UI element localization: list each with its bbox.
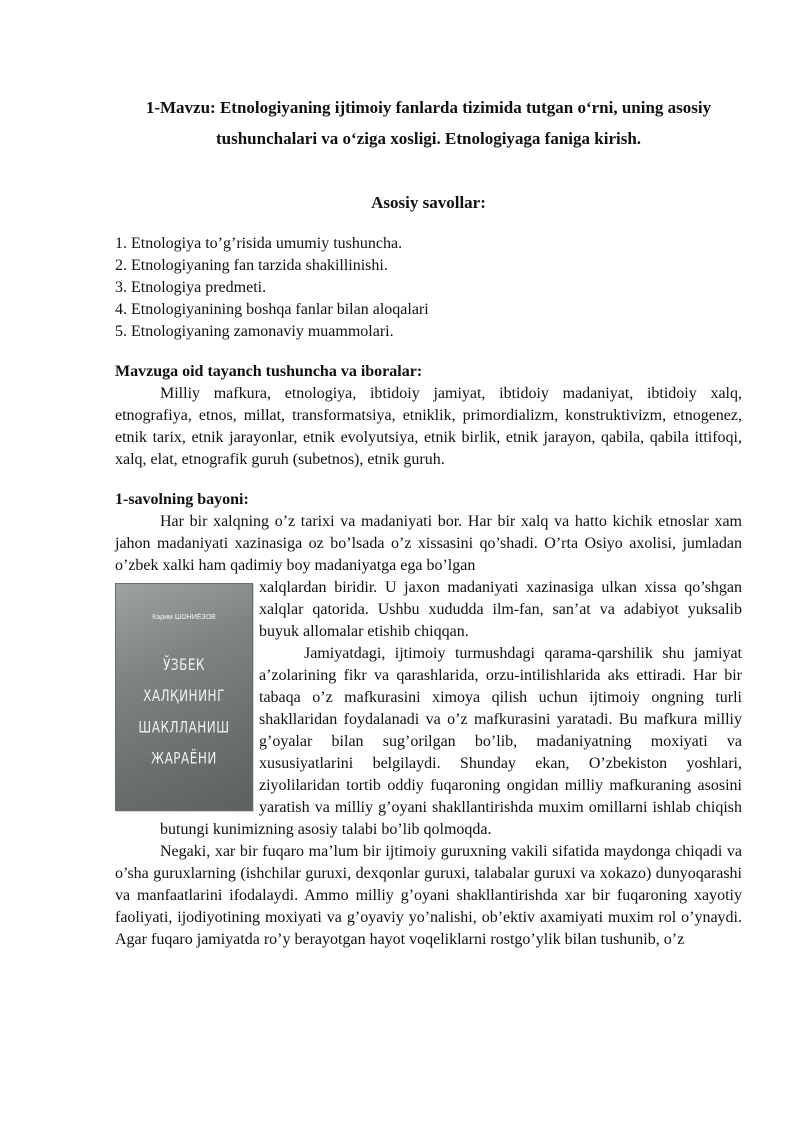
list-item: 1. Etnologiya to’g’risida umumiy tushuncha. <box>115 235 403 252</box>
keywords-heading: Mavzuga oid tayanch tushuncha va iboralar: <box>115 363 423 380</box>
keywords-paragraph: Milliy mafkura, etnologiya, ibtidoiy jamiyat, ibtidoiy madaniyat, ibtidoiy xalq, etnografiya, etnos, millat, transformatsiya, etniklik, primordializm, konstruktivizm, etnogenez, etnik tarix, etnik jarayonlar, etnik evolyutsiya, etnik birlik, etnik jarayon, qabila, qabila ittifoqi, xalq, elat, etnografik guruh (subetnos), etnik guruh. <box>115 385 742 468</box>
answer-heading: 1-savolning bayoni: <box>115 491 249 508</box>
title-line-2: tushunchalari va o‘ziga xosligi. Etnologiyaga faniga kirish. <box>215 129 642 148</box>
list-item: 4. Etnologiyanining boshqa fanlar bilan aloqalari <box>115 301 429 318</box>
book-cover <box>115 583 253 811</box>
answer-paragraph-2: Jamiyatdagi, ijtimoiy turmushdagi qarama-qarshilik shu jamiyat a’zolarining fikr va qarashlarida, orzu-intilishlarida aks ettiradi. Har bir tabaqa o’z mafkurasini ximoya qilish uchun ijtimoiy ongning turli shakllaridan foydalanadi va o’z mafkurasini yaratadi. Bu mafkura milliy g’oyalar bilan sug’orilgan bo’lib, madaniyatning moxiyati va xususiyatlarini belgilaydi. Shunday ekan, O’zbekiston yoshlari, ziyolilaridan tortib oddiy fuqaroning ongidan milliy mafkuraning asosini yaratish va milliy g’oyani shakllantirishda muxim omillarni ishlab chiqish butungi kunimizning asosiy talabi bo’lib qolmoqda. <box>160 645 742 838</box>
book-cover-image <box>115 583 253 811</box>
answer-paragraph-1: Har bir xalqning o’z tarixi va madaniyati bor. Har bir xalq va hatto kichik etnoslar xam jahon madaniyati xazinasiga oz bo’lsada o’z xissasini qo’shadi. O’rta Osiyo axolisi, jumladan o’zbek xalki ham qadimiy boy madaniyatga ega bo’lgan <box>115 513 742 574</box>
figure-wrap-area <box>115 577 742 841</box>
book-title-line: ХАЛҚИНИНГ <box>143 686 225 706</box>
book-title-line: ЖАРАЁНИ <box>151 748 217 768</box>
list-item: 2. Etnologiyaning fan tarzida shakillinishi. <box>115 257 388 274</box>
list-item: 5. Etnologiyaning zamonaviy muammolari. <box>115 323 394 340</box>
title-line-1: 1-Mavzu: Etnologiyaning ijtimoiy fanlarda tizimida tutgan o‘rni, uning asosiy <box>145 98 712 117</box>
list-item: 3. Etnologiya predmeti. <box>115 279 267 296</box>
book-author: Карим ШОНИЁЗОВ <box>152 614 216 621</box>
questions-heading: Asosiy savollar: <box>371 193 486 212</box>
page-title <box>115 92 742 154</box>
answer-paragraph-3: Negaki, xar bir fuqaro ma’lum bir ijtimoiy guruxning vakili sifatida maydonga chiqadi va o’sha guruxlarning (ishchilar guruxi, dexqonlar guruxi, talabalar guruxi va xokazo) dunyoqarashi va manfaatlarini ifodalaydi. Ammo milliy g’oyani shakllantirishda xar bir fuqaroning xayotiy faoliyati, ijodiyotining moxiyati va g’oyaviy yo’nalishi, ob’ektiv axamiyati muxim rol o’ynaydi. Agar fuqaro jamiyatda ro’y berayotgan hayot voqeliklarni rostgo’ylik bilan tushunib, o’z <box>115 843 742 948</box>
document-page <box>115 92 742 951</box>
questions-list <box>115 233 742 343</box>
book-title-line: ЎЗБЕК <box>163 655 205 675</box>
book-title-line: ШАКЛЛАНИШ <box>138 717 230 737</box>
book-title <box>116 650 252 774</box>
answer-paragraph-1-continued: xalqlardan biridir. U jaxon madaniyati xazinasiga ulkan xissa qo’shgan xalqlar qatorida. Ushbu xududda ilm-fan, san’at va adabiyot yuksalib buyuk allomalar etishib chiqqan. <box>259 579 742 640</box>
